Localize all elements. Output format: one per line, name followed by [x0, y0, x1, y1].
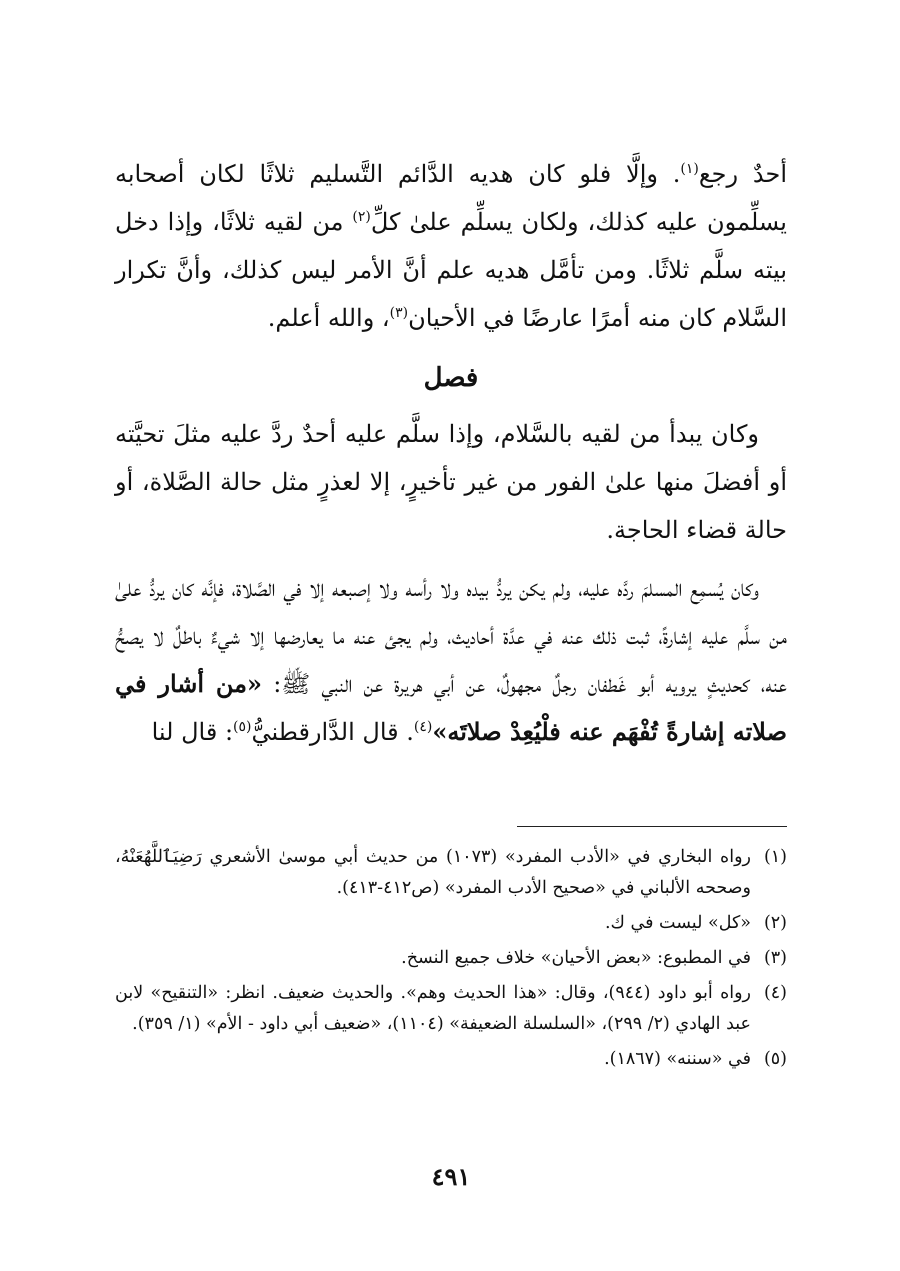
paragraph-1	[115, 150, 787, 342]
page-number: ٤٩١	[431, 1162, 471, 1191]
paragraph-3-text-a: وكان يُسمِع المسلمَ ردَّه عليه، ولم يكن يردُّ بيده ولا رأسه ولا إصبعه إلا في الصَّلاة، فإنَّه كان يردُّ علىٰ من سلَّم عليه إشارةً، ثبت ذلك عنه في عدَّة أحاديث، ولم يجئ عنه ما يعارضها إلا شيءٌ باطلٌ لا يصحُّ عنه، كحديثٍ يرويه أبو غَطفان رجلٌ مجهولٌ، عن أبي هريرة عن النبي ﷺ:	[115, 574, 787, 698]
paragraph-1-text-b: . وإلَّا فلو كان هديه الدَّائم التَّسليم ثلاثًا لكان أصحابه يسلِّمون عليه كذلك، ولكان يسلِّم علىٰ كلِّ	[115, 160, 787, 236]
main-text	[115, 150, 787, 766]
footnote-number: (٤)	[763, 983, 787, 1003]
footnote-1	[115, 842, 787, 904]
footnote-3	[115, 943, 787, 974]
footnote-number: (٥)	[763, 1049, 787, 1069]
paragraph-3	[115, 564, 787, 756]
book-page	[115, 0, 787, 1271]
paragraph-3-text-b: . قال الدَّارقطنيُّ	[251, 718, 414, 746]
footnote-number: (٢)	[763, 913, 787, 933]
hadith-quote: «من أشار في صلاته إشارةً تُفْهَم عنه فلْيُعِدْ صلاتَه»	[115, 669, 787, 746]
footnote-number: (١)	[763, 847, 787, 867]
footnote-text: في المطبوع: «بعض الأحيان» خلاف جميع النسخ.	[401, 948, 751, 968]
footnote-ref-2[interactable]: (٢)	[352, 209, 371, 225]
footnote-text: «كل» ليست في ك.	[604, 913, 751, 933]
footnotes	[115, 842, 787, 1079]
footnote-ref-3[interactable]: (٣)	[389, 305, 409, 321]
paragraph-3-text-c: : قال لنا	[151, 718, 234, 746]
footnote-ref-5[interactable]: (٥)	[233, 719, 252, 735]
footnote-ref-4[interactable]: (٤)	[413, 719, 433, 735]
section-heading: فصل	[423, 363, 479, 393]
paragraph-2: وكان يبدأ من لقيه بالسَّلام، وإذا سلَّم عليه أحدٌ ردَّ عليه مثلَ تحيَّته أو أفضلَ منها علىٰ الفور من غير تأخيرٍ، إلا لعذرٍ مثل حالة الصَّلاة، أو حالة قضاء الحاجة.	[115, 420, 787, 544]
footnote-divider	[517, 826, 787, 827]
footnote-text: رواه أبو داود (٩٤٤)، وقال: «هذا الحديث وهم». والحديث ضعيف. انظر: «التنقيح» لابن عبد الهادي (٢/ ٢٩٩)، «السلسلة الضعيفة» (١١٠٤)، «ضعيف أبي داود - الأم» (١/ ٣٥٩).	[115, 983, 751, 1034]
paragraph-1-text-d: ، والله أعلم.	[267, 304, 390, 332]
footnote-4	[115, 978, 787, 1040]
paragraph-1-text-c: من لقيه ثلاثًا، وإذا دخل بيته سلَّم ثلاثًا. ومن تأمَّل هديه علم أنَّ الأمر ليس كذلك، وأنَّ تكرار السَّلام كان منه أمرًا عارضًا في الأحيان	[115, 208, 787, 332]
paragraph-1-text-a: أحدٌ رجع	[698, 160, 787, 188]
footnote-number: (٣)	[763, 948, 787, 968]
footnote-text: رواه البخاري في «الأدب المفرد» (١٠٧٣) من حديث أبي موسىٰ الأشعري رَضِيَٱللَّهُعَنْهُ، وصححه الألباني في «صحيح الأدب المفرد» (ص٤١٢-٤١٣).	[115, 847, 751, 898]
footnote-5	[115, 1044, 787, 1075]
footnote-2	[115, 908, 787, 939]
footnote-ref-1[interactable]: (١)	[680, 161, 699, 177]
footnote-text: في «سننه» (١٨٦٧).	[604, 1049, 751, 1069]
